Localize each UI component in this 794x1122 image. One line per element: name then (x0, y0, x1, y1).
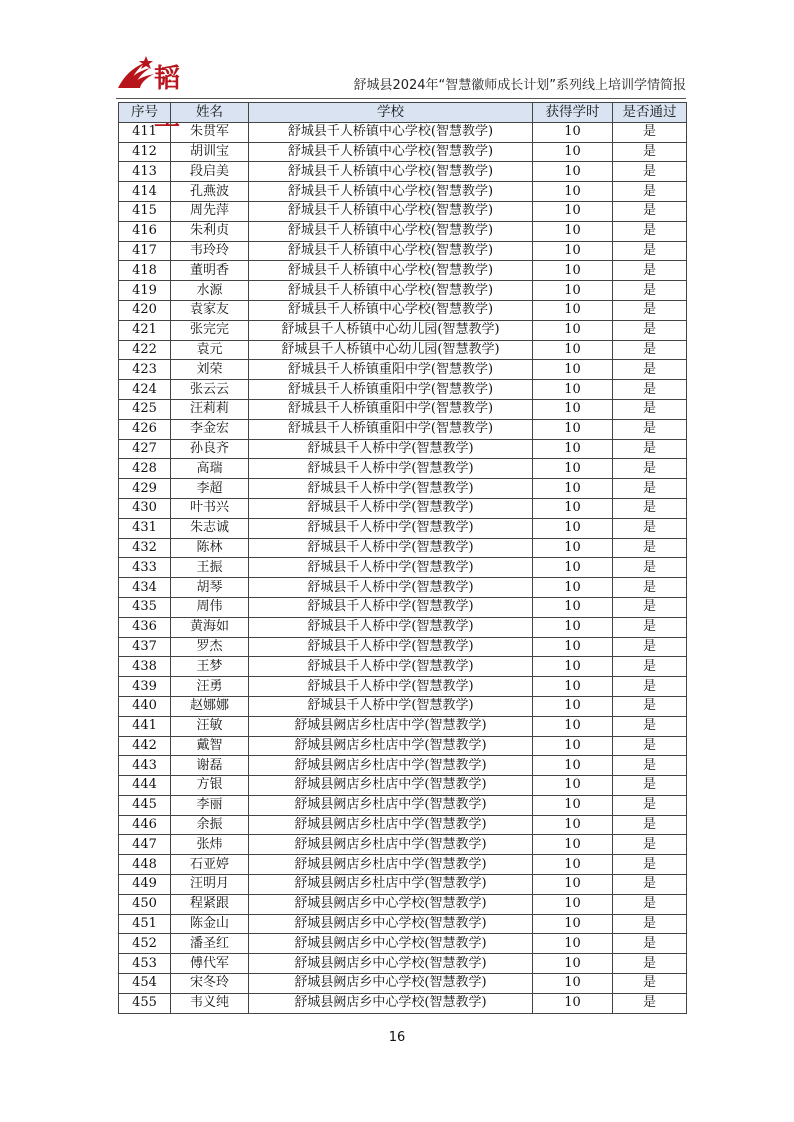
cell-school: 舒城县千人桥镇中心学校(智慧教学) (249, 162, 533, 182)
header-divider (116, 98, 686, 99)
cell-number: 411 (119, 122, 171, 142)
table-row (119, 300, 687, 320)
cell-passed: 是 (613, 360, 687, 380)
cell-name: 王振 (171, 558, 249, 578)
cell-number: 418 (119, 261, 171, 281)
cell-name: 胡训宝 (171, 142, 249, 162)
column-header-name: 姓名 (171, 103, 249, 123)
table-row (119, 677, 687, 697)
cell-number: 439 (119, 677, 171, 697)
cell-hours: 10 (533, 993, 613, 1013)
cell-hours: 10 (533, 182, 613, 202)
cell-school: 舒城县千人桥中学(智慧教学) (249, 459, 533, 479)
table-row (119, 439, 687, 459)
table-row (119, 142, 687, 162)
cell-name: 张完完 (171, 320, 249, 340)
cell-passed: 是 (613, 795, 687, 815)
table-row (119, 617, 687, 637)
cell-passed: 是 (613, 399, 687, 419)
cell-number: 424 (119, 380, 171, 400)
cell-passed: 是 (613, 558, 687, 578)
cell-school: 舒城县千人桥镇中心学校(智慧教学) (249, 221, 533, 241)
cell-hours: 10 (533, 756, 613, 776)
table-row (119, 855, 687, 875)
cell-name: 高瑞 (171, 459, 249, 479)
cell-hours: 10 (533, 538, 613, 558)
cell-name: 余振 (171, 815, 249, 835)
table-row (119, 340, 687, 360)
cell-school: 舒城县千人桥中学(智慧教学) (249, 677, 533, 697)
cell-passed: 是 (613, 538, 687, 558)
cell-number: 435 (119, 597, 171, 617)
cell-hours: 10 (533, 380, 613, 400)
cell-school: 舒城县千人桥中学(智慧教学) (249, 498, 533, 518)
cell-school: 舒城县阙店乡杜店中学(智慧教学) (249, 795, 533, 815)
column-header-passed: 是否通过 (613, 103, 687, 123)
cell-passed: 是 (613, 320, 687, 340)
cell-school: 舒城县千人桥中学(智慧教学) (249, 637, 533, 657)
cell-hours: 10 (533, 340, 613, 360)
cell-school: 舒城县千人桥中学(智慧教学) (249, 578, 533, 598)
cell-number: 447 (119, 835, 171, 855)
table-row (119, 459, 687, 479)
cell-passed: 是 (613, 162, 687, 182)
cell-school: 舒城县阙店乡杜店中学(智慧教学) (249, 736, 533, 756)
cell-passed: 是 (613, 182, 687, 202)
table-row (119, 894, 687, 914)
cell-school: 舒城县千人桥镇中心学校(智慧教学) (249, 300, 533, 320)
cell-name: 汪敏 (171, 716, 249, 736)
cell-name: 李丽 (171, 795, 249, 815)
cell-school: 舒城县千人桥中学(智慧教学) (249, 439, 533, 459)
cell-number: 454 (119, 974, 171, 994)
table-row (119, 875, 687, 895)
cell-passed: 是 (613, 498, 687, 518)
cell-number: 428 (119, 459, 171, 479)
cell-hours: 10 (533, 736, 613, 756)
cell-name: 王梦 (171, 657, 249, 677)
cell-number: 433 (119, 558, 171, 578)
table-row (119, 538, 687, 558)
cell-number: 455 (119, 993, 171, 1013)
cell-passed: 是 (613, 716, 687, 736)
cell-hours: 10 (533, 558, 613, 578)
cell-school: 舒城县阙店乡杜店中学(智慧教学) (249, 835, 533, 855)
cell-school: 舒城县千人桥镇中心学校(智慧教学) (249, 241, 533, 261)
cell-name: 周先萍 (171, 201, 249, 221)
cell-name: 李金宏 (171, 419, 249, 439)
cell-school: 舒城县千人桥中学(智慧教学) (249, 538, 533, 558)
cell-name: 韦义纯 (171, 993, 249, 1013)
table-row (119, 637, 687, 657)
cell-passed: 是 (613, 696, 687, 716)
cell-school: 舒城县千人桥中学(智慧教学) (249, 657, 533, 677)
cell-name: 孙良齐 (171, 439, 249, 459)
cell-number: 449 (119, 875, 171, 895)
cell-school: 舒城县千人桥中学(智慧教学) (249, 479, 533, 499)
cell-passed: 是 (613, 855, 687, 875)
cell-hours: 10 (533, 122, 613, 142)
table-row (119, 261, 687, 281)
star-logo-icon (116, 56, 156, 90)
cell-name: 胡琴 (171, 578, 249, 598)
cell-hours: 10 (533, 657, 613, 677)
cell-hours: 10 (533, 875, 613, 895)
cell-hours: 10 (533, 419, 613, 439)
cell-school: 舒城县阙店乡杜店中学(智慧教学) (249, 875, 533, 895)
cell-number: 434 (119, 578, 171, 598)
table-row (119, 122, 687, 142)
cell-number: 417 (119, 241, 171, 261)
cell-school: 舒城县阙店乡杜店中学(智慧教学) (249, 776, 533, 796)
cell-passed: 是 (613, 380, 687, 400)
cell-hours: 10 (533, 241, 613, 261)
cell-hours: 10 (533, 835, 613, 855)
cell-number: 440 (119, 696, 171, 716)
cell-hours: 10 (533, 162, 613, 182)
cell-school: 舒城县千人桥镇重阳中学(智慧教学) (249, 419, 533, 439)
table-row (119, 795, 687, 815)
cell-number: 448 (119, 855, 171, 875)
cell-passed: 是 (613, 974, 687, 994)
logo-wordmark: 韬 (154, 64, 182, 94)
cell-hours: 10 (533, 439, 613, 459)
cell-name: 韦玲玲 (171, 241, 249, 261)
cell-school: 舒城县阙店乡杜店中学(智慧教学) (249, 756, 533, 776)
cell-passed: 是 (613, 756, 687, 776)
cell-passed: 是 (613, 439, 687, 459)
cell-hours: 10 (533, 597, 613, 617)
cell-passed: 是 (613, 201, 687, 221)
table-row (119, 360, 687, 380)
cell-name: 陈林 (171, 538, 249, 558)
cell-school: 舒城县千人桥镇重阳中学(智慧教学) (249, 360, 533, 380)
cell-school: 舒城县阙店乡中心学校(智慧教学) (249, 974, 533, 994)
cell-number: 425 (119, 399, 171, 419)
cell-school: 舒城县千人桥镇中心幼儿园(智慧教学) (249, 340, 533, 360)
cell-passed: 是 (613, 894, 687, 914)
cell-name: 陈金山 (171, 914, 249, 934)
cell-number: 427 (119, 439, 171, 459)
cell-school: 舒城县阙店乡中心学校(智慧教学) (249, 894, 533, 914)
cell-school: 舒城县阙店乡中心学校(智慧教学) (249, 914, 533, 934)
cell-hours: 10 (533, 201, 613, 221)
cell-hours: 10 (533, 894, 613, 914)
cell-school: 舒城县千人桥镇中心幼儿园(智慧教学) (249, 320, 533, 340)
training-results-table (118, 102, 687, 1014)
cell-passed: 是 (613, 657, 687, 677)
cell-number: 438 (119, 657, 171, 677)
cell-school: 舒城县千人桥中学(智慧教学) (249, 558, 533, 578)
cell-name: 汪莉莉 (171, 399, 249, 419)
cell-hours: 10 (533, 399, 613, 419)
cell-passed: 是 (613, 914, 687, 934)
cell-passed: 是 (613, 578, 687, 598)
cell-number: 442 (119, 736, 171, 756)
cell-hours: 10 (533, 281, 613, 301)
table-row (119, 558, 687, 578)
cell-school: 舒城县千人桥镇中心学校(智慧教学) (249, 281, 533, 301)
cell-number: 446 (119, 815, 171, 835)
cell-hours: 10 (533, 954, 613, 974)
cell-passed: 是 (613, 281, 687, 301)
cell-hours: 10 (533, 459, 613, 479)
table-header-row (119, 103, 687, 123)
cell-number: 450 (119, 894, 171, 914)
table-row (119, 479, 687, 499)
cell-school: 舒城县千人桥中学(智慧教学) (249, 597, 533, 617)
cell-number: 419 (119, 281, 171, 301)
table-row (119, 320, 687, 340)
cell-number: 430 (119, 498, 171, 518)
cell-passed: 是 (613, 617, 687, 637)
cell-school: 舒城县阙店乡中心学校(智慧教学) (249, 934, 533, 954)
page-number: 16 (388, 1030, 406, 1045)
table-row (119, 281, 687, 301)
column-header-number: 序号 (119, 103, 171, 123)
table-row (119, 835, 687, 855)
cell-number: 432 (119, 538, 171, 558)
cell-name: 张云云 (171, 380, 249, 400)
cell-school: 舒城县千人桥中学(智慧教学) (249, 696, 533, 716)
table-row (119, 756, 687, 776)
column-header-school: 学校 (249, 103, 533, 123)
cell-name: 宋冬玲 (171, 974, 249, 994)
cell-school: 舒城县千人桥镇中心学校(智慧教学) (249, 122, 533, 142)
cell-hours: 10 (533, 855, 613, 875)
table-row (119, 578, 687, 598)
cell-name: 董明香 (171, 261, 249, 281)
cell-number: 452 (119, 934, 171, 954)
cell-school: 舒城县阙店乡中心学校(智慧教学) (249, 993, 533, 1013)
cell-hours: 10 (533, 815, 613, 835)
table-row (119, 914, 687, 934)
cell-passed: 是 (613, 261, 687, 281)
cell-school: 舒城县千人桥镇中心学校(智慧教学) (249, 201, 533, 221)
cell-passed: 是 (613, 221, 687, 241)
cell-name: 汪明月 (171, 875, 249, 895)
cell-school: 舒城县千人桥镇中心学校(智慧教学) (249, 142, 533, 162)
cell-passed: 是 (613, 518, 687, 538)
cell-number: 436 (119, 617, 171, 637)
cell-number: 429 (119, 479, 171, 499)
cell-passed: 是 (613, 419, 687, 439)
cell-name: 谢磊 (171, 756, 249, 776)
cell-name: 叶书兴 (171, 498, 249, 518)
cell-passed: 是 (613, 597, 687, 617)
cell-passed: 是 (613, 479, 687, 499)
cell-name: 李超 (171, 479, 249, 499)
cell-name: 程紧跟 (171, 894, 249, 914)
cell-name: 罗杰 (171, 637, 249, 657)
cell-number: 443 (119, 756, 171, 776)
cell-number: 423 (119, 360, 171, 380)
cell-hours: 10 (533, 617, 613, 637)
cell-name: 张炜 (171, 835, 249, 855)
cell-name: 傅代军 (171, 954, 249, 974)
cell-passed: 是 (613, 993, 687, 1013)
cell-passed: 是 (613, 776, 687, 796)
cell-name: 汪勇 (171, 677, 249, 697)
cell-name: 朱志诚 (171, 518, 249, 538)
cell-number: 437 (119, 637, 171, 657)
cell-name: 朱利贞 (171, 221, 249, 241)
cell-passed: 是 (613, 637, 687, 657)
cell-number: 416 (119, 221, 171, 241)
table-row (119, 498, 687, 518)
cell-number: 444 (119, 776, 171, 796)
cell-number: 421 (119, 320, 171, 340)
cell-passed: 是 (613, 459, 687, 479)
table-row (119, 716, 687, 736)
cell-hours: 10 (533, 142, 613, 162)
cell-name: 水源 (171, 281, 249, 301)
cell-hours: 10 (533, 696, 613, 716)
cell-hours: 10 (533, 974, 613, 994)
cell-name: 孔燕波 (171, 182, 249, 202)
cell-hours: 10 (533, 795, 613, 815)
cell-hours: 10 (533, 320, 613, 340)
cell-name: 朱贯军 (171, 122, 249, 142)
cell-passed: 是 (613, 875, 687, 895)
cell-school: 舒城县千人桥中学(智慧教学) (249, 518, 533, 538)
cell-passed: 是 (613, 835, 687, 855)
table-row (119, 657, 687, 677)
cell-name: 周伟 (171, 597, 249, 617)
cell-name: 戴智 (171, 736, 249, 756)
cell-passed: 是 (613, 815, 687, 835)
cell-school: 舒城县千人桥中学(智慧教学) (249, 617, 533, 637)
cell-school: 舒城县千人桥镇重阳中学(智慧教学) (249, 399, 533, 419)
cell-number: 412 (119, 142, 171, 162)
cell-passed: 是 (613, 677, 687, 697)
cell-name: 黄海如 (171, 617, 249, 637)
table-row (119, 934, 687, 954)
table-row (119, 815, 687, 835)
table-row (119, 399, 687, 419)
cell-name: 潘圣红 (171, 934, 249, 954)
cell-passed: 是 (613, 122, 687, 142)
cell-passed: 是 (613, 934, 687, 954)
table-row (119, 597, 687, 617)
cell-hours: 10 (533, 221, 613, 241)
cell-number: 422 (119, 340, 171, 360)
cell-hours: 10 (533, 261, 613, 281)
cell-number: 426 (119, 419, 171, 439)
cell-number: 451 (119, 914, 171, 934)
cell-hours: 10 (533, 914, 613, 934)
cell-name: 赵娜娜 (171, 696, 249, 716)
cell-passed: 是 (613, 300, 687, 320)
cell-number: 413 (119, 162, 171, 182)
cell-school: 舒城县阙店乡杜店中学(智慧教学) (249, 855, 533, 875)
cell-school: 舒城县千人桥镇中心学校(智慧教学) (249, 261, 533, 281)
cell-hours: 10 (533, 776, 613, 796)
table-row (119, 518, 687, 538)
cell-hours: 10 (533, 518, 613, 538)
report-title: 舒城县2024年“智慧徽师成长计划”系列线上培训学情简报 (353, 78, 686, 93)
cell-school: 舒城县千人桥镇中心学校(智慧教学) (249, 182, 533, 202)
cell-hours: 10 (533, 479, 613, 499)
cell-name: 段启美 (171, 162, 249, 182)
cell-name: 方银 (171, 776, 249, 796)
cell-school: 舒城县阙店乡杜店中学(智慧教学) (249, 815, 533, 835)
cell-passed: 是 (613, 340, 687, 360)
table-row (119, 221, 687, 241)
cell-hours: 10 (533, 716, 613, 736)
cell-name: 袁元 (171, 340, 249, 360)
cell-hours: 10 (533, 637, 613, 657)
brand-logo (116, 56, 206, 92)
cell-number: 414 (119, 182, 171, 202)
table-row (119, 241, 687, 261)
cell-name: 刘荣 (171, 360, 249, 380)
table-row (119, 162, 687, 182)
cell-name: 袁家友 (171, 300, 249, 320)
cell-number: 431 (119, 518, 171, 538)
page-header (116, 56, 686, 96)
cell-hours: 10 (533, 360, 613, 380)
cell-passed: 是 (613, 736, 687, 756)
table-row (119, 419, 687, 439)
cell-number: 415 (119, 201, 171, 221)
cell-number: 453 (119, 954, 171, 974)
table-row (119, 993, 687, 1013)
cell-hours: 10 (533, 934, 613, 954)
table-row (119, 974, 687, 994)
cell-passed: 是 (613, 241, 687, 261)
cell-hours: 10 (533, 677, 613, 697)
table-row (119, 201, 687, 221)
cell-school: 舒城县千人桥镇重阳中学(智慧教学) (249, 380, 533, 400)
cell-passed: 是 (613, 954, 687, 974)
table-row (119, 954, 687, 974)
cell-number: 445 (119, 795, 171, 815)
cell-hours: 10 (533, 578, 613, 598)
table-row (119, 182, 687, 202)
cell-school: 舒城县阙店乡中心学校(智慧教学) (249, 954, 533, 974)
table-row (119, 696, 687, 716)
cell-hours: 10 (533, 300, 613, 320)
cell-passed: 是 (613, 142, 687, 162)
column-header-hours: 获得学时 (533, 103, 613, 123)
table-row (119, 776, 687, 796)
cell-school: 舒城县阙店乡杜店中学(智慧教学) (249, 716, 533, 736)
table-row (119, 736, 687, 756)
table-row (119, 380, 687, 400)
cell-hours: 10 (533, 498, 613, 518)
table-body (119, 122, 687, 1013)
cell-name: 石亚婷 (171, 855, 249, 875)
cell-number: 441 (119, 716, 171, 736)
cell-number: 420 (119, 300, 171, 320)
